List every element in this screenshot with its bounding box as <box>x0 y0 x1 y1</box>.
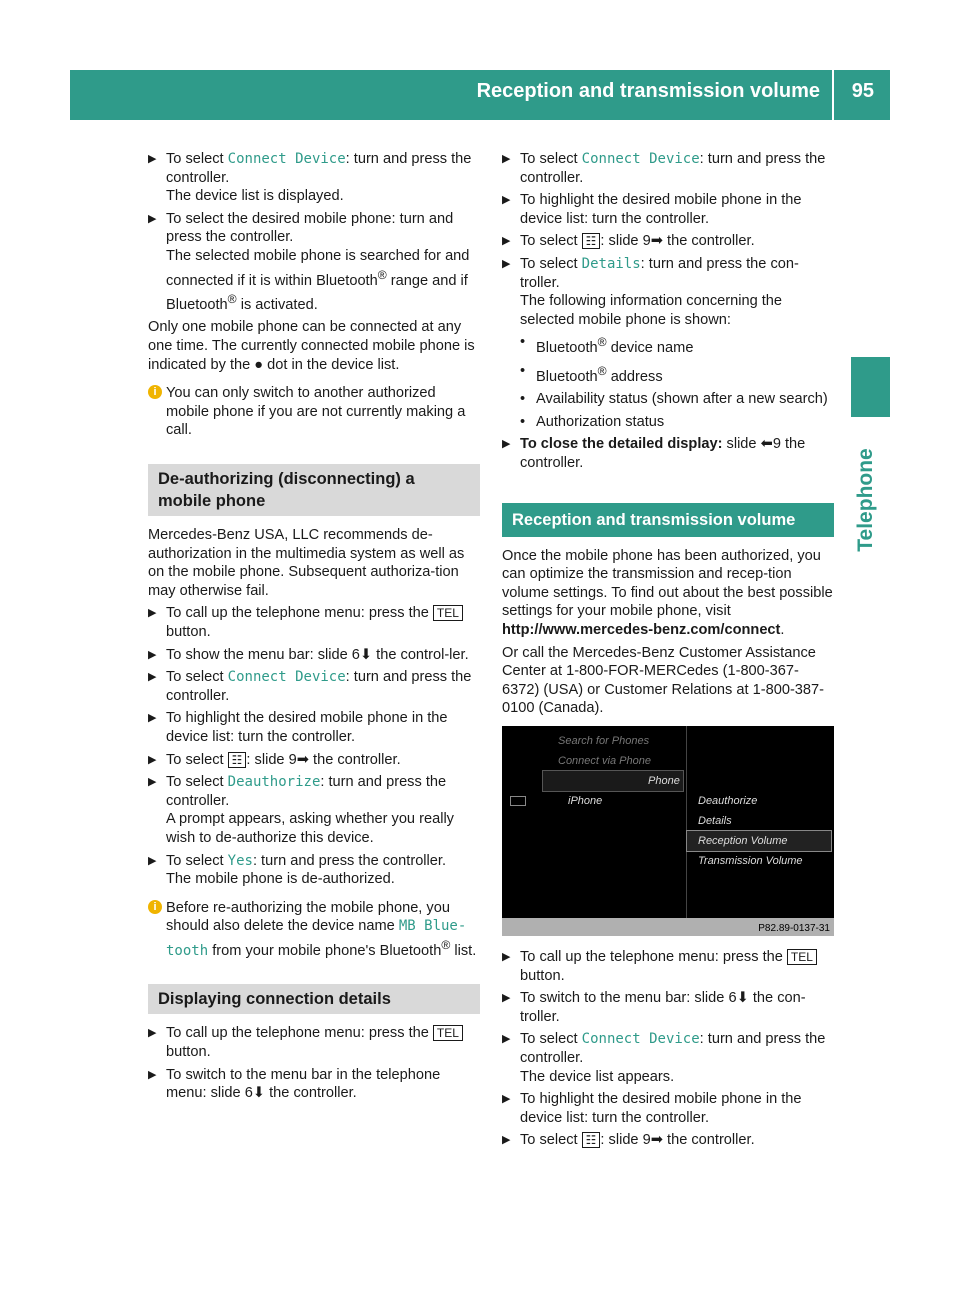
step: ▶ To select Yes: turn and press the controller. The mobile phone is de-authorized. <box>148 852 480 889</box>
step: ▶ To switch to the menu bar in the telephone menu: slide 6⬇ the controller. <box>148 1066 480 1103</box>
step: ▶ To call up the telephone menu: press the TEL button. <box>502 948 834 985</box>
right-column <box>502 150 834 1154</box>
tel-key-icon: TEL <box>433 1025 463 1041</box>
settings-icon: ☷ <box>228 752 247 768</box>
step: ▶ To select Deauthorize: turn and press the controller. A prompt appears, asking whether you really wish to de-authorize this device. <box>148 773 480 847</box>
settings-icon: ☷ <box>582 233 601 249</box>
slide-down-icon: 6⬇ <box>351 646 373 663</box>
section-heading: Displaying connection details <box>148 984 480 1014</box>
paragraph: Once the mobile phone has been authorized, you can optimize the transmission and recep-tion volume settings. To find out about the best possible settings for your mobile phone, visit http://www.mercedes-benz.com/connect. <box>502 547 833 638</box>
screen-item: iPhone <box>568 794 603 807</box>
phone-list-icon <box>510 796 526 806</box>
list-item: • Authorization status <box>502 413 834 432</box>
tel-key-icon: TEL <box>433 605 463 621</box>
step: ▶ To call up the telephone menu: press the TEL button. <box>148 604 480 641</box>
list-item: • Bluetooth® device name <box>502 333 834 357</box>
screen-item: Search for Phones <box>558 734 650 747</box>
slide-right-icon: 9➡ <box>288 751 309 768</box>
paragraph: Only one mobile phone can be connected at any one time. The currently connected mobile phone is indicated by the ● dot in the device list. <box>148 319 475 373</box>
step: ▶ To select Connect Device: turn and press the controller. <box>502 150 834 187</box>
header-bar <box>70 70 890 120</box>
step: ▶ To select ☷ : slide 9➡ the controller. <box>502 1131 834 1150</box>
step: ▶ To highlight the desired mobile phone in the device list: turn the controller. <box>148 709 480 746</box>
slide-right-icon: 9➡ <box>642 1132 663 1149</box>
screen-left-panel <box>502 726 684 918</box>
slide-left-icon: ⬅9 <box>760 436 781 453</box>
step: ▶ To show the menu bar: slide 6⬇ the control-ler. <box>148 646 480 665</box>
side-tab-label: Telephone <box>854 448 877 552</box>
screen-item: Details <box>698 814 732 827</box>
step: ▶ To select Details: turn and press the con-troller. The following information concerning the selected mobile phone is shown: <box>502 255 834 329</box>
step: ▶ To highlight the desired mobile phone in the device list: turn the controller. <box>502 191 834 228</box>
section-heading: De-authorizing (disconnecting) a mobile phone <box>148 464 480 516</box>
display-screenshot <box>502 726 834 936</box>
info-note: i You can only switch to another authorized mobile phone if you are not currently making a call. <box>148 384 480 440</box>
paragraph: Or call the Mercedes-Benz Customer Assistance Center at 1-800-FOR-MERCedes (1-800-367-6372) (USA) or Customer Relations at 1-800-387-0100 (Canada). <box>502 644 825 717</box>
list-item: • Bluetooth® address <box>502 362 834 386</box>
step: ▶ To select the desired mobile phone: turn and press the controller. The selected mobile phone is searched for and connected if it is within Bluetooth® range and if Bluetooth® is activated. <box>148 210 480 315</box>
step: ▶ To select Connect Device: turn and press the controller. <box>148 668 480 705</box>
info-icon: i <box>148 900 162 914</box>
step: ▶ To highlight the desired mobile phone in the device list: turn the controller. <box>502 1090 834 1127</box>
info-note: i Before re-authorizing the mobile phone, you should also delete the device name MB Blue- tooth from your mobile phone's Bluetooth® list. <box>148 899 480 961</box>
slide-down-icon: 6⬇ <box>728 990 749 1007</box>
step: ▶ To switch to the menu bar: slide 6⬇ the con-troller. <box>502 989 834 1026</box>
tel-key-icon: TEL <box>787 949 817 965</box>
slide-right-icon: 9➡ <box>642 233 663 250</box>
step: ▶ To select Connect Device: turn and press the controller. The device list is displayed. <box>148 150 480 206</box>
left-column <box>148 150 480 1107</box>
screen-item: Phone <box>648 774 680 787</box>
paragraph: Mercedes-Benz USA, LLC recommends de-authorization in the multimedia system as well as on the mobile phone. Subsequent authoriza-tion may otherwise fail. <box>148 527 465 599</box>
screen-item: Connect via Phone <box>558 754 651 767</box>
screen-caption-strip: P82.89-0137-31 <box>502 918 834 936</box>
list-item: • Availability status (shown after a new search) <box>502 390 834 409</box>
header-divider <box>832 70 834 120</box>
slide-down-icon: 6⬇ <box>244 1085 266 1102</box>
step: ▶ To close the detailed display: slide ⬅9 the controller. <box>502 435 834 472</box>
step: ▶ To call up the telephone menu: press the TEL button. <box>148 1024 480 1061</box>
info-icon: i <box>148 385 162 399</box>
screen-item: Transmission Volume <box>698 854 803 867</box>
section-heading: Reception and transmission volume <box>502 503 834 537</box>
side-tab-block <box>851 357 890 417</box>
page-title: Reception and transmission volume <box>476 80 820 102</box>
screen-item: Deauthorize <box>698 794 758 807</box>
screen-item: Reception Volume <box>698 834 788 847</box>
settings-icon: ☷ <box>582 1132 601 1148</box>
step: ▶ To select ☷ : slide 9➡ the controller. <box>148 751 480 770</box>
step: ▶ To select Connect Device: turn and press the controller. The device list appears. <box>502 1030 834 1086</box>
step: ▶ To select ☷ : slide 9➡ the controller. <box>502 232 834 251</box>
page-number: 95 <box>851 80 874 102</box>
